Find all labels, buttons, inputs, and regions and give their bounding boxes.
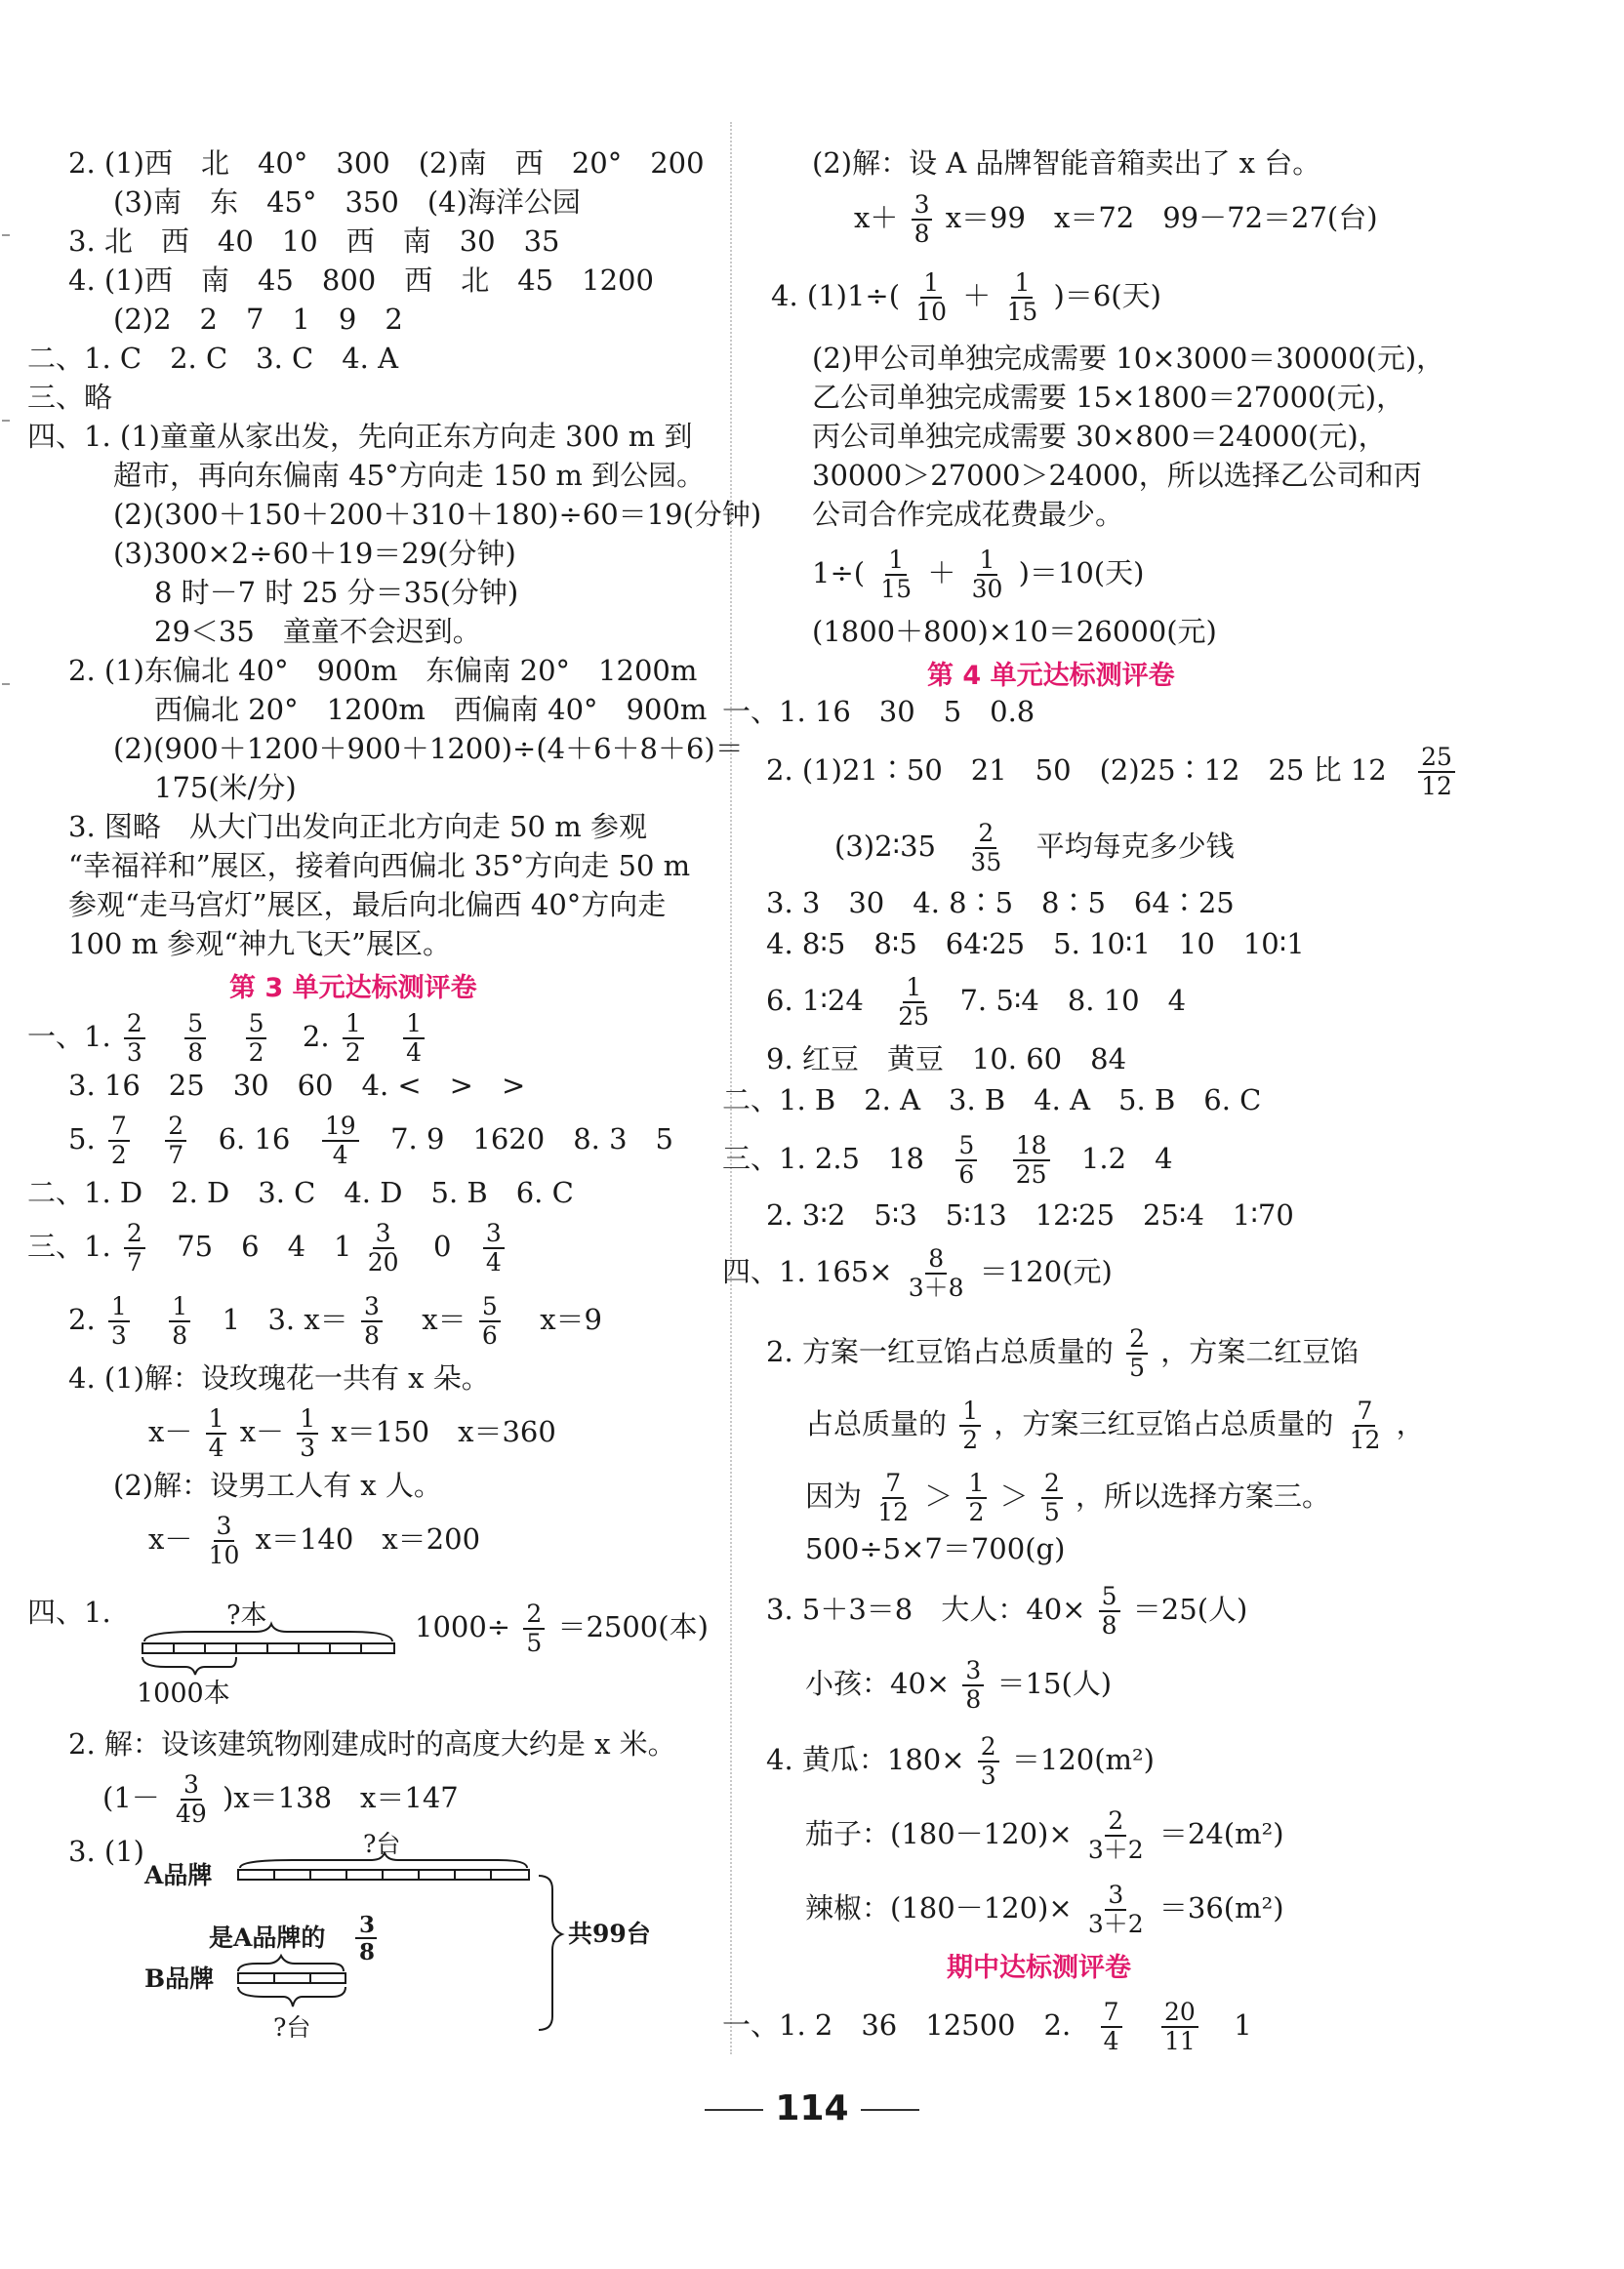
answer-line: 4. (1)1÷( $\frac{1}{10}$ ＋ $\frac{1}{15}$ )＝6(天) xyxy=(771,268,1161,326)
fraction-numerator: 2 xyxy=(124,1220,145,1249)
answer-line: 1000÷ $\frac{2}{5}$ ＝2500(本) xyxy=(415,1600,709,1657)
line-segment-diagram-books xyxy=(137,1600,420,1713)
fraction xyxy=(403,1010,425,1067)
answer-line: 四、1. xyxy=(27,1596,111,1629)
page-number-dash xyxy=(861,2109,919,2111)
answer-line: 一、1. 16 30 5 0.8 xyxy=(722,695,1035,728)
fraction xyxy=(343,1010,364,1067)
fraction-denominator: 2 xyxy=(248,1038,264,1067)
answer-line: 西偏北 20° 1200m 西偏南 40° 900m xyxy=(154,693,708,726)
fraction xyxy=(969,547,1006,603)
fraction-denominator: 8 xyxy=(359,1939,376,1965)
fraction xyxy=(479,1293,501,1350)
answer-line: 4. (1)西 南 45 800 西 北 45 1200 xyxy=(68,263,654,297)
fraction xyxy=(165,1113,186,1169)
diagram-label: ?本 xyxy=(226,1600,267,1631)
fraction xyxy=(1041,1470,1063,1526)
answer-line: 8 时－7 时 25 分＝35(分钟) xyxy=(154,576,519,609)
fraction-numerator: 3 xyxy=(912,191,933,221)
answer-line: 一、1. 2 36 12500 2. $\frac{7}{4}$ $\frac{20}{11}$ 1 xyxy=(722,1998,1252,2055)
section-title: 期中达标测评卷 xyxy=(947,1953,1131,1983)
fraction-numerator: 1 xyxy=(920,269,942,299)
fraction xyxy=(1085,1807,1147,1864)
left-column xyxy=(0,0,762,2079)
fraction-numerator: 1 xyxy=(977,547,998,576)
fraction-numerator: 1 xyxy=(1011,269,1033,299)
fraction-denominator: 15 xyxy=(880,575,913,603)
answer-line: 30000＞27000＞24000，所以选择乙公司和丙 xyxy=(812,459,1422,492)
answer-line: “幸福祥和”展区，接着向西偏北 35°方向走 50 m xyxy=(68,849,691,882)
fraction-denominator: 2 xyxy=(345,1038,361,1067)
answer-line: 5. $\frac{7}{2}$ $\frac{2}{7}$ 6. 16 $\frac{19}{4}$ 7. 9 1620 8. 3 5 xyxy=(68,1112,673,1169)
fraction xyxy=(962,1657,984,1714)
fraction xyxy=(246,1010,267,1067)
answer-line: (3)300×2÷60＋19＝29(分钟) xyxy=(113,537,516,570)
diagram-label: B品牌 xyxy=(144,1965,215,1993)
diagram-label: A品牌 xyxy=(144,1861,213,1889)
fraction-denominator: 8 xyxy=(965,1685,982,1714)
answer-line: 9. 红豆 黄豆 10. 60 84 xyxy=(766,1042,1127,1075)
answer-line: (1800＋800)×10＝26000(元) xyxy=(812,615,1217,648)
answer-line: 4. 8∶5 8∶5 64∶25 5. 10∶1 10 10∶1 xyxy=(766,927,1305,960)
fraction xyxy=(1085,1882,1147,1938)
fraction xyxy=(184,1010,206,1067)
diagram-label: ?台 xyxy=(273,2013,311,2042)
fraction-numerator: 7 xyxy=(1101,1999,1122,2028)
fraction-denominator: 3 xyxy=(980,1762,996,1790)
fraction xyxy=(906,1245,967,1302)
answer-line: (2)解：设 A 品牌智能音箱卖出了 x 台。 xyxy=(812,146,1321,180)
fraction-numerator: 1 xyxy=(343,1010,364,1039)
fraction xyxy=(1418,744,1455,800)
answer-line: 小孩：40× $\frac{3}{8}$ ＝15(人) xyxy=(805,1656,1113,1714)
fraction-denominator: 4 xyxy=(1103,2027,1119,2055)
fraction-numerator: 7 xyxy=(1355,1398,1376,1427)
answer-line: (2)解：设男工人有 x 人。 xyxy=(113,1469,442,1502)
fraction-numerator: 5 xyxy=(246,1010,267,1039)
fraction xyxy=(322,1113,359,1169)
fraction-denominator: 6 xyxy=(958,1160,975,1189)
brace-mid xyxy=(238,1956,344,1971)
answer-line: 三、略 xyxy=(27,381,113,414)
page-number-dash xyxy=(705,2109,763,2111)
fraction-denominator: 8 xyxy=(363,1321,380,1350)
fraction-numerator: 3 xyxy=(962,1657,984,1686)
fraction xyxy=(913,269,950,326)
fraction xyxy=(1013,1132,1050,1189)
fraction-numerator: 1 xyxy=(206,1405,227,1435)
brace-bottom xyxy=(238,1987,345,2006)
answer-line: 二、1. C 2. C 3. C 4. A xyxy=(27,342,399,375)
fraction-numerator: 1 xyxy=(903,974,924,1003)
fraction-numerator: 3 xyxy=(361,1293,383,1322)
fraction-numerator: 1 xyxy=(108,1293,130,1322)
fraction-numerator: 2 xyxy=(165,1113,186,1142)
answer-line: 丙公司单独完成需要 30×800＝24000(元)， xyxy=(812,420,1387,453)
answer-line: 3. (1) xyxy=(68,1835,144,1868)
fraction-numerator: 8 xyxy=(925,1245,947,1275)
fraction xyxy=(895,974,932,1031)
fraction-numerator: 7 xyxy=(108,1113,130,1142)
fraction xyxy=(483,1220,505,1276)
fraction xyxy=(955,1132,977,1189)
fraction xyxy=(1161,1999,1198,2055)
fraction-denominator: 2 xyxy=(962,1426,979,1454)
fraction-numerator: 5 xyxy=(184,1010,206,1039)
fraction-denominator: 25 xyxy=(898,1002,930,1031)
fraction-numerator: 1 xyxy=(885,547,907,576)
fraction-denominator: 8 xyxy=(914,220,930,248)
answer-line: x－ $\frac{3}{10}$ x＝140 x＝200 xyxy=(148,1512,481,1569)
fraction xyxy=(967,820,1004,876)
fraction-denominator: 7 xyxy=(126,1248,142,1276)
fraction xyxy=(1099,1583,1120,1640)
answer-line: (2)(300＋150＋200＋310＋180)÷60＝19(分钟) xyxy=(113,498,762,531)
page-number-text: 114 xyxy=(775,2088,849,2128)
answer-line: (3)南 东 45° 350 (4)海洋公园 xyxy=(113,185,581,219)
answer-line: 500÷5×7＝700(g) xyxy=(805,1532,1066,1565)
right-column xyxy=(722,0,1624,2079)
answer-line: 2. $\frac{1}{3}$ $\frac{1}{8}$ 1 3. x＝ $\frac{3}{8}$ x＝ $\frac{5}{6}$ x＝9 xyxy=(68,1292,603,1350)
answer-line: 三、1. $\frac{2}{7}$ 75 6 4 1 $\frac{3}{20}$ 0 $\frac{3}{4}$ xyxy=(27,1220,508,1276)
fraction-denominator: 30 xyxy=(971,575,1003,603)
brace-right xyxy=(539,1876,562,2030)
fraction-numerator: 3 xyxy=(1105,1882,1126,1911)
answer-line: 3. 16 25 30 60 4. < > > xyxy=(68,1069,526,1102)
fraction-denominator: 2 xyxy=(968,1498,985,1526)
fraction-denominator: 35 xyxy=(970,848,1002,876)
fraction-numerator: 3 xyxy=(373,1220,394,1249)
fraction-numerator: 3 xyxy=(483,1220,505,1249)
answer-line: (2)2 2 7 1 9 2 xyxy=(113,303,403,336)
section-title: 第 3 单元达标测评卷 xyxy=(229,973,477,1003)
fraction-numerator: 2 xyxy=(1041,1470,1063,1499)
fraction-denominator: 3 xyxy=(110,1321,127,1350)
fraction-numerator: 20 xyxy=(1161,1999,1198,2028)
fraction-denominator: 4 xyxy=(485,1248,502,1276)
fraction xyxy=(1347,1398,1384,1454)
fraction xyxy=(108,1113,130,1169)
fraction xyxy=(206,1513,243,1569)
fraction-numerator: 1 xyxy=(959,1398,981,1427)
fraction xyxy=(959,1398,981,1454)
answer-line: 参观“走马宫灯”展区，最后向北偏西 40°方向走 xyxy=(68,888,667,921)
fraction-numerator: 3 xyxy=(214,1513,235,1542)
fraction xyxy=(297,1405,318,1462)
answer-line: 公司合作完成花费最少。 xyxy=(812,498,1124,531)
fraction-denominator: 7 xyxy=(168,1141,184,1169)
fraction xyxy=(1101,1999,1122,2055)
answer-line: 超市，再向东偏南 45°方向走 150 m 到公园。 xyxy=(113,459,706,492)
answer-line: 乙公司单独完成需要 15×1800＝27000(元)， xyxy=(812,381,1405,414)
fraction xyxy=(108,1293,130,1350)
fraction xyxy=(978,1733,999,1790)
fraction-denominator: 4 xyxy=(332,1141,348,1169)
fraction-numerator: 18 xyxy=(1013,1132,1050,1161)
fraction-denominator: 3＋2 xyxy=(1087,1836,1144,1864)
fraction xyxy=(361,1293,383,1350)
fraction-numerator: 2 xyxy=(523,1600,545,1630)
fraction-numerator: 1 xyxy=(297,1405,318,1435)
fraction xyxy=(874,1470,912,1526)
answer-line: 占总质量的 $\frac{1}{2}$ ，方案三红豆馅占总质量的 $\frac{7}{12}$ ， xyxy=(805,1397,1425,1454)
answer-line: 3. 3 30 4. 8∶5 8∶5 64∶25 xyxy=(766,886,1235,919)
answer-line: 2. (1)21∶50 21 50 (2)25∶12 25 比 12 $\frac{25}{12}$ xyxy=(766,744,1459,800)
fraction-denominator: 4 xyxy=(208,1434,224,1462)
answer-line: 4. 黄瓜：180× $\frac{2}{3}$ ＝120(m²) xyxy=(766,1732,1155,1790)
answer-line: 2. 解：设该建筑物刚建成时的高度大约是 x 米。 xyxy=(68,1727,676,1761)
fraction-denominator: 5 xyxy=(1043,1498,1060,1526)
fraction-denominator: 5 xyxy=(526,1629,543,1657)
section-title: 第 4 单元达标测评卷 xyxy=(927,661,1175,691)
diagram-label: 1000本 xyxy=(137,1679,230,1709)
fraction xyxy=(124,1010,145,1067)
fraction-denominator: 3＋8 xyxy=(908,1274,964,1302)
fraction-denominator: 4 xyxy=(406,1038,423,1067)
answer-line: 2. 方案一红豆馅占总质量的 $\frac{2}{5}$ ，方案二红豆馅 xyxy=(766,1324,1360,1382)
fraction-numerator: 19 xyxy=(322,1113,359,1142)
answer-line: 因为 $\frac{7}{12}$ ＞ $\frac{1}{2}$ ＞ $\frac{2}{5}$ ，所以选择方案三。 xyxy=(805,1469,1330,1526)
fraction-denominator: 2 xyxy=(110,1141,127,1169)
brace-bottom xyxy=(142,1657,236,1675)
fraction-numerator: 7 xyxy=(882,1470,904,1499)
fraction xyxy=(365,1220,402,1276)
answer-line: 175(米/分) xyxy=(154,771,297,804)
fraction-numerator: 1 xyxy=(966,1470,988,1499)
fraction-denominator: 8 xyxy=(1101,1611,1117,1640)
answer-line: 茄子：(180－120)× $\frac{2}{3+2}$ ＝24(m²) xyxy=(805,1806,1284,1864)
answer-line: 二、1. D 2. D 3. C 4. D 5. B 6. C xyxy=(27,1176,574,1209)
answer-line: 6. 1∶24 $\frac{1}{25}$ 7. 5∶4 8. 10 4 xyxy=(766,973,1187,1031)
fraction-denominator: 12 xyxy=(1421,772,1452,800)
answer-line: x－ $\frac{1}{4}$ x－ $\frac{1}{3}$ x＝150 x＝360 xyxy=(148,1404,556,1462)
answer-line: x＋ $\frac{3}{8}$ x＝99 x＝72 99－72＝27(台) xyxy=(854,190,1378,248)
brace-top xyxy=(144,1624,392,1641)
fraction-denominator: 10 xyxy=(915,298,948,326)
fraction xyxy=(1126,1325,1148,1382)
diagram-label: ?台 xyxy=(363,1830,401,1858)
fraction-numerator: 2 xyxy=(978,1733,999,1763)
answer-line: 1÷( $\frac{1}{15}$ ＋ $\frac{1}{30}$ )＝10(天) xyxy=(812,546,1145,603)
segment-bar-b xyxy=(238,1973,345,1983)
answer-line: 4. (1)解：设玫瑰花一共有 x 朵。 xyxy=(68,1361,490,1395)
page-number xyxy=(0,2088,1624,2128)
answer-line: 2. (1)东偏北 40° 900m 东偏南 20° 1200m xyxy=(68,654,698,687)
fraction-denominator: 12 xyxy=(1349,1426,1381,1454)
answer-line: 辣椒：(180－120)× $\frac{3}{3+2}$ ＝36(m²) xyxy=(805,1881,1284,1938)
fraction-numerator: 2 xyxy=(1126,1325,1148,1355)
brace-top xyxy=(240,1852,527,1868)
fraction-numerator: 5 xyxy=(479,1293,501,1322)
answer-line: (3)2∶35 $\frac{2}{35}$ 平均每克多少钱 xyxy=(834,819,1235,876)
answer-line: 3. 5＋3＝8 大人：40× $\frac{5}{8}$ ＝25(人) xyxy=(766,1582,1248,1640)
answer-line: 三、1. 2.5 18 $\frac{5}{6}$ $\frac{18}{25}$ 1.2 4 xyxy=(722,1131,1173,1189)
answer-line: 四、1. (1)童童从家出发，先向正东方向走 300 m 到 xyxy=(27,420,693,453)
fraction-denominator: 6 xyxy=(481,1321,498,1350)
answer-line: 2. (1)西 北 40° 300 (2)南 西 20° 200 xyxy=(68,146,705,180)
fraction-numerator: 3 xyxy=(359,1912,376,1938)
answer-line: 一、1. $\frac{2}{3}$ $\frac{5}{8}$ $\frac{5}{2}$ 2. $\frac{1}{2}$ $\frac{1}{4}$ xyxy=(27,1010,428,1067)
fraction xyxy=(1004,269,1041,326)
answer-line: 29＜35 童童不会迟到。 xyxy=(154,615,481,648)
fraction-numerator: 2 xyxy=(975,820,996,849)
fraction-denominator: 3＋2 xyxy=(1087,1910,1144,1938)
answer-line: (2)(900＋1200＋900＋1200)÷(4＋6＋8＋6)＝ xyxy=(113,732,744,765)
fraction-denominator: 5 xyxy=(1129,1354,1146,1382)
answer-line: (1－ $\frac{3}{49}$ )x＝138 x＝147 xyxy=(102,1770,459,1828)
fraction-numerator: 5 xyxy=(1099,1583,1120,1612)
answer-line: 二、1. B 2. A 3. B 4. A 5. B 6. C xyxy=(722,1083,1262,1116)
fraction xyxy=(206,1405,227,1462)
fraction xyxy=(124,1220,145,1276)
answer-line: 3. 北 西 40 10 西 南 30 35 xyxy=(68,224,560,258)
fraction-denominator: 25 xyxy=(1015,1160,1047,1189)
answer-line: 3. 图略 从大门出发向正北方向走 50 m 参观 xyxy=(68,810,647,843)
fraction-denominator: 20 xyxy=(367,1248,399,1276)
fraction-denominator: 49 xyxy=(175,1800,207,1828)
fraction xyxy=(912,191,933,248)
fraction xyxy=(966,1470,988,1526)
fraction-denominator: 8 xyxy=(172,1321,188,1350)
fraction-numerator: 2 xyxy=(124,1010,145,1039)
fraction xyxy=(169,1293,190,1350)
fraction-denominator: 10 xyxy=(208,1541,240,1569)
fraction xyxy=(173,1771,210,1828)
answer-line: 2. 3∶2 5∶3 5∶13 12∶25 25∶4 1∶70 xyxy=(766,1198,1294,1232)
fraction xyxy=(877,547,914,603)
fraction-denominator: 3 xyxy=(126,1038,142,1067)
fraction-denominator: 15 xyxy=(1006,298,1038,326)
diagram-label: 是A品牌的 xyxy=(209,1924,326,1952)
fraction-numerator: 25 xyxy=(1418,744,1455,773)
fraction-numerator: 1 xyxy=(403,1010,425,1039)
answer-line: 四、1. 165× $\frac{8}{3+8}$ ＝120(元) xyxy=(722,1244,1113,1302)
answer-line: (2)甲公司单独完成需要 10×3000＝30000(元)， xyxy=(812,342,1445,375)
answer-line: 100 m 参观“神九飞天”展区。 xyxy=(68,927,451,960)
fraction xyxy=(523,1600,545,1657)
fraction-denominator: 12 xyxy=(877,1498,910,1526)
fraction-denominator: 11 xyxy=(1163,2027,1196,2055)
fraction-numerator: 5 xyxy=(955,1132,977,1161)
fraction-numerator: 1 xyxy=(169,1293,190,1322)
diagram-label: 共99台 xyxy=(568,1920,651,1948)
fraction-denominator: 3 xyxy=(300,1434,316,1462)
fraction-numerator: 2 xyxy=(1105,1807,1126,1837)
line-segment-diagram-speakers xyxy=(137,1825,683,2049)
fraction-denominator: 8 xyxy=(187,1038,204,1067)
fraction-numerator: 3 xyxy=(181,1771,202,1801)
